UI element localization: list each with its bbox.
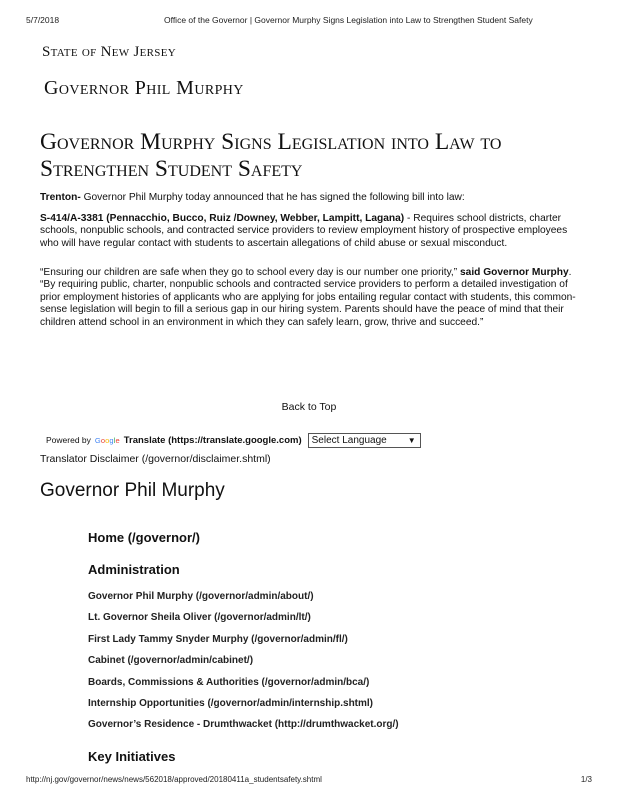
nav-administration-heading: Administration <box>88 562 180 577</box>
powered-by-label: Powered by <box>46 435 91 445</box>
page-number: 1/3 <box>580 775 592 784</box>
footer-heading: Governor Phil Murphy <box>40 480 225 501</box>
triangle-down-icon: ▼ <box>407 435 416 445</box>
google-translate-link[interactable]: Translate (https://translate.google.com) <box>123 434 302 446</box>
nav-link-boards[interactable]: Boards, Commissions & Authorities (/governor/admin/bca/) <box>88 676 370 688</box>
nav-link-residence[interactable]: Governor’s Residence - Drumthwacket (http://drumthwacket.org/) <box>88 719 399 731</box>
governor-site-title-link[interactable]: Governor Phil Murphy <box>44 77 244 99</box>
quote-part-2: . “By requiring public, charter, nonpublic schools and contracted service providers to perform a detailed investigation of prior employment histories of applicants who are applying for jobs entailing regular contact with students, this common-sense legislation will begin to fill a serious gap in our hiring system. Parents should have the peace of mind that their children attend school in an environment in which they can safely learn, grow, thrive and succeed.” <box>40 267 576 328</box>
nav-link-first-lady[interactable]: First Lady Tammy Snyder Murphy (/governor/admin/fl/) <box>88 633 348 645</box>
paragraph-1-text: Governor Phil Murphy today announced that he has signed the following bill into law: <box>80 192 465 203</box>
article-headline: Governor Murphy Signs Legislation into Law to Strengthen Student Safety <box>40 129 502 182</box>
language-select-value: Select Language <box>311 434 387 446</box>
quote-part-1: “Ensuring our children are safe when they go to school every day is our number one priority,” <box>40 267 460 278</box>
back-to-top-link[interactable]: Back to Top <box>281 401 337 413</box>
print-header <box>26 15 592 27</box>
article-paragraph-3 <box>40 267 585 329</box>
google-logo: Google <box>94 435 120 445</box>
nav-link-internship[interactable]: Internship Opportunities (/governor/admin/internship.shtml) <box>88 697 374 709</box>
nav-link-governor[interactable]: Governor Phil Murphy (/governor/admin/about/) <box>88 591 314 602</box>
administration-links <box>88 591 399 741</box>
nav-key-initiatives-heading: Key Initiatives <box>88 749 176 764</box>
language-select[interactable] <box>308 433 421 448</box>
translate-widget <box>46 432 421 448</box>
print-url: http://nj.gov/governor/news/news/562018/approved/20180411a_studentsafety.shtml <box>26 775 322 784</box>
nav-link-cabinet[interactable]: Cabinet (/governor/admin/cabinet/) <box>88 655 254 667</box>
nav-home-link[interactable]: Home (/governor/) <box>88 530 200 545</box>
translator-disclaimer-link[interactable]: Translator Disclaimer (/governor/disclaimer.shtml) <box>40 453 271 465</box>
quote-attribution: said Governor Murphy <box>459 267 569 278</box>
bill-sponsors: S-414/A-3381 (Pennacchio, Bucco, Ruiz /Downey, Webber, Lampitt, Lagana) <box>40 213 405 224</box>
state-of-new-jersey-link[interactable]: State of New Jersey <box>42 44 176 60</box>
article-paragraph-2 <box>40 213 585 250</box>
print-date: 5/7/2018 <box>26 15 60 25</box>
paragraph-2-text: - Requires school districts, charter schools, nonpublic schools, and contracted service providers to review employment history of prospective employees who will have regular contact with students to ascertain allegations of child abuse or sexual misconduct. <box>40 213 568 249</box>
print-page-title: Office of the Governor | Governor Murphy Signs Legislation into Law to Strengthen Student Safety <box>164 15 533 25</box>
dateline: Trenton- <box>40 192 81 203</box>
nav-link-lt-governor[interactable]: Lt. Governor Sheila Oliver (/governor/admin/lt/) <box>88 612 311 624</box>
article-paragraph-1 <box>40 192 585 204</box>
